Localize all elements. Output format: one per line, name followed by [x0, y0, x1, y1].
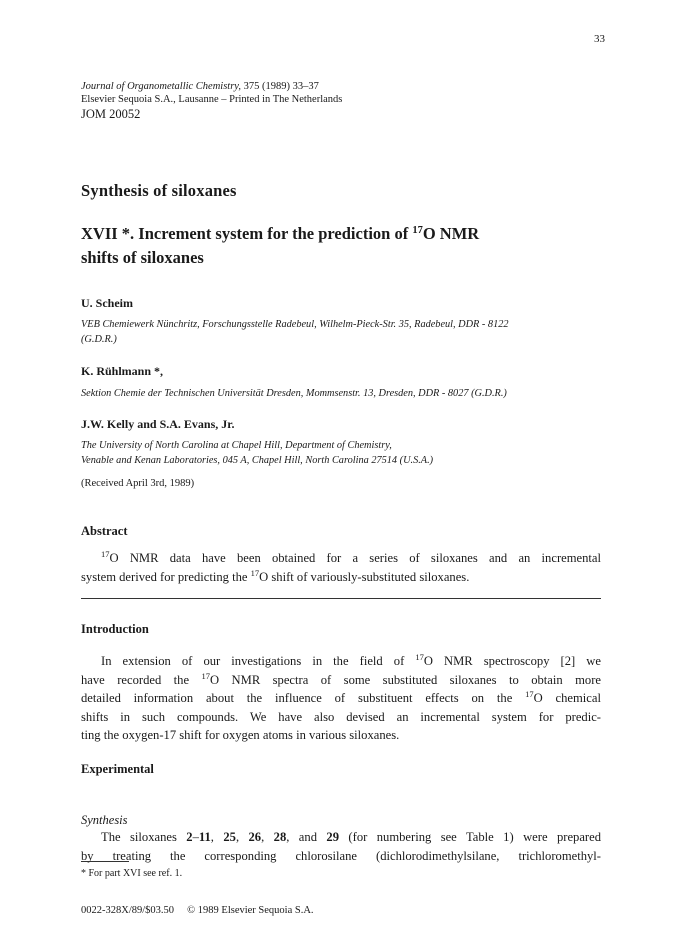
introduction-text: In extension of our investigations in the field of $^{17}$O NMR spectroscopy [2] we have recorded the $^{17}$O NMR spectra of some substituted siloxanes to obtain more detailed information about the influence of substituent effects on the $^{17}$O chemical shifts in such compounds. We have also devised an incremental system for predic- ting the oxygen-17 shift for oxygen atoms in various siloxanes.: [81, 652, 601, 742]
issn-line: 0022-328X/89/$03.50 © 1989 Elsevier Sequoia S.A.: [81, 905, 314, 916]
author-scheim: U. Scheim: [81, 296, 133, 310]
introduction-heading: Introduction: [81, 622, 149, 636]
journal-citation: Journal of Organometallic Chemistry, 375 (1989) 33–37: [81, 81, 319, 92]
affiliation-kelly-evans: The University of North Carolina at Chapel Hill, Department of Chemistry, Venable and Kenan Laboratories, 045 A, Chapel Hill, North Carolina 27514 (U.S.A.): [81, 440, 434, 466]
paper-title-line2: shifts of siloxanes: [81, 248, 204, 267]
affiliation-ruhlmann: Sektion Chemie der Technischen Universität Dresden, Mommsenstr. 13, Dresden, DDR - 8027 (G.D.R.): [81, 388, 507, 399]
footnote: * For part XVI see ref. 1.: [81, 868, 183, 879]
experimental-heading: Experimental: [81, 762, 154, 776]
affiliation-scheim: VEB Chemiewerk Nünchritz, Forschungsstelle Radebeul, Wilhelm-Pieck-Str. 35, Radebeul, DDR - 8122 (G.D.R.): [81, 319, 509, 345]
abstract-divider: [81, 598, 601, 599]
experimental-text: The siloxanes 2–11, 25, 26, 28, and 29 (for numbering see Table 1) were prepared by treating the corresponding chlorosilane (dichlorodimethylsilane, trichloromethyl-: [81, 830, 601, 863]
paper-title: [81, 222, 621, 270]
abstract-heading: Abstract: [81, 524, 128, 538]
journal-publisher: Elsevier Sequoia S.A., Lausanne – Printed in The Netherlands: [81, 94, 343, 105]
abstract-text: $^{17}$O NMR data have been obtained for a series of siloxanes and an incremental system derived for predicting the $^{17}$O shift of variously-substituted siloxanes.: [81, 549, 601, 584]
page-number: 33: [594, 33, 605, 45]
author-kelly-evans: J.W. Kelly and S.A. Evans, Jr.: [81, 417, 235, 431]
series-title: Synthesis of siloxanes: [81, 181, 237, 200]
synthesis-subheading: Synthesis: [81, 813, 128, 827]
author-ruhlmann: K. Rühlmann *,: [81, 364, 164, 378]
footnote-divider: [81, 861, 129, 862]
journal-code: JOM 20052: [81, 107, 141, 121]
received-date: (Received April 3rd, 1989): [81, 478, 195, 489]
paper-title-line1: XVII *. Increment system for the prediction of $^{17}$O NMR: [81, 224, 480, 243]
journal-header: [81, 80, 342, 106]
